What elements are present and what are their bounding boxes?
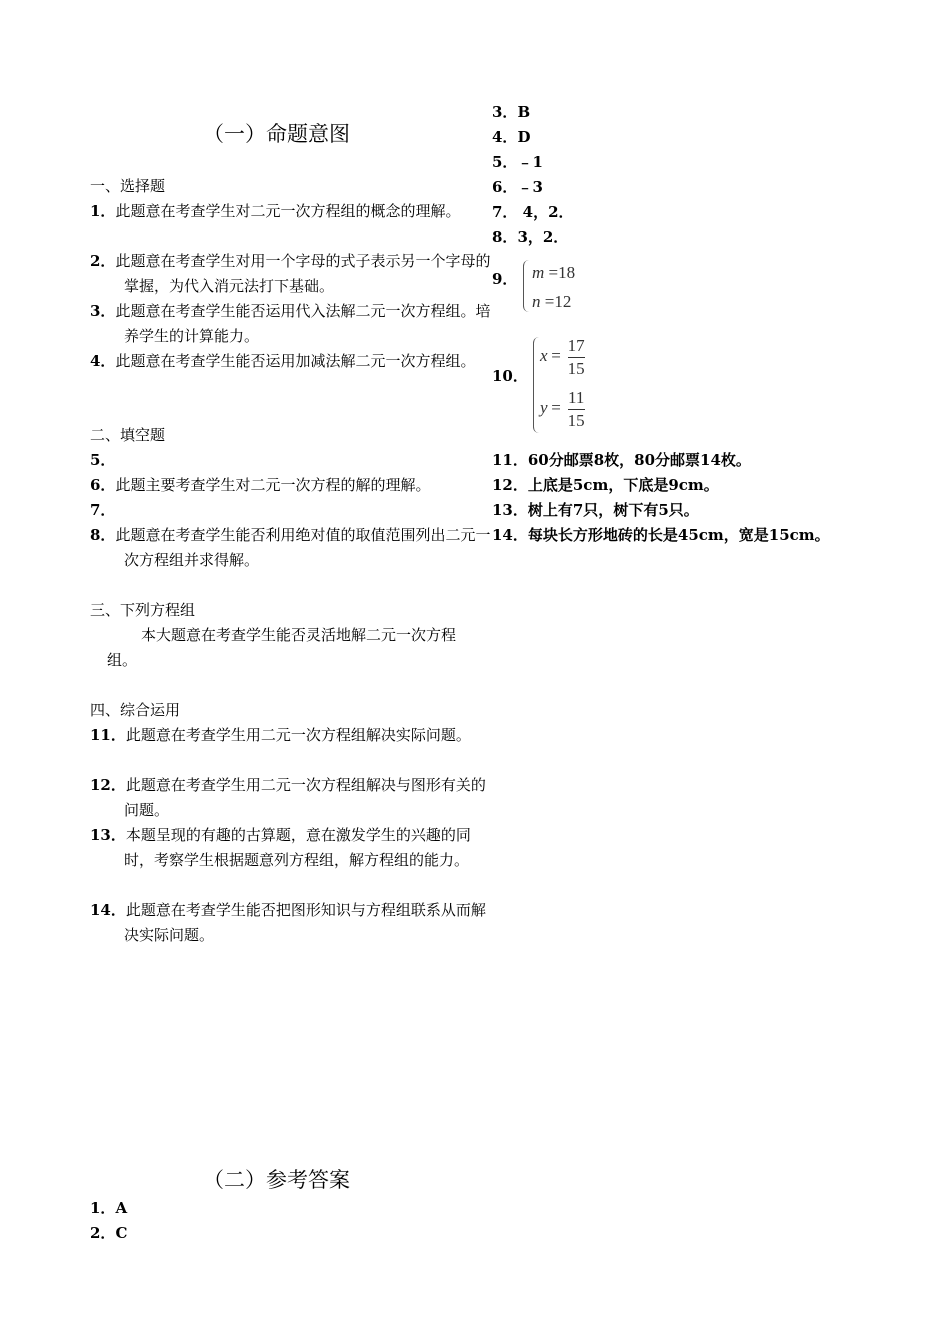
answer-9-number: 9． <box>492 270 518 288</box>
intent-item-14 <box>90 898 496 948</box>
equation-row <box>532 258 575 287</box>
part3-heading: 三、下列方程组 <box>90 601 196 619</box>
equation-system-10 <box>540 335 585 435</box>
section-title-intent: （一）命题意图 <box>203 122 350 146</box>
fraction <box>568 387 585 432</box>
item-text: 此题意在考查学生用二元一次方程组解决与图形有关的问题。 <box>124 776 486 819</box>
answer-number: 13． <box>492 501 528 519</box>
item-number: 1． <box>90 202 116 220</box>
answer-number: 5． <box>492 153 518 171</box>
intent-item-13 <box>90 823 496 873</box>
answer-number: 14． <box>492 526 528 544</box>
part2-heading: 二、填空题 <box>90 426 166 444</box>
item-text: 此题意在考查学生能否运用代入法解二元一次方程组。培养学生的计算能力。 <box>115 302 491 345</box>
answer-14 <box>492 523 830 548</box>
item-number: 14． <box>90 901 126 919</box>
item-text: 此题意在考查学生能否把图形知识与方程组联系从而解决实际问题。 <box>124 901 486 944</box>
answer-1 <box>90 1196 127 1221</box>
answer-text: 树上有7只，树下有5只。 <box>527 501 699 519</box>
answer-number: 4． <box>492 128 518 146</box>
answer-text: 4，2． <box>517 203 574 221</box>
answer-number: 12． <box>492 476 528 494</box>
item-text: 此题意在考查学生能否运用加减法解二元一次方程组。 <box>115 352 476 370</box>
answer-text: 上底是5cm，下底是9cm。 <box>527 476 719 494</box>
equals-sign: = <box>551 345 561 365</box>
item-number: 4． <box>90 352 116 370</box>
denominator: 15 <box>567 411 585 430</box>
item-number: 12． <box>90 776 126 794</box>
item-number: 13． <box>90 826 126 844</box>
item-number: 6． <box>90 476 116 494</box>
variable: m <box>532 263 545 282</box>
answer-10-number: 10． <box>492 367 528 385</box>
answer-13 <box>492 498 699 523</box>
item-text: 此题意在考查学生能否利用绝对值的取值范围列出二元一次方程组并求得解。 <box>115 526 491 569</box>
answer-7 <box>492 200 574 225</box>
equation-row <box>532 287 575 316</box>
intent-item-4 <box>90 349 496 374</box>
equals-sign: = <box>551 397 561 417</box>
equation-row <box>540 335 585 387</box>
numerator: 11 <box>568 387 585 410</box>
item-number: 3． <box>90 302 116 320</box>
intent-item-5 <box>90 448 115 473</box>
variable: n <box>532 292 541 311</box>
answer-5 <box>492 150 543 175</box>
answer-text: B <box>517 103 531 121</box>
equation-system-9 <box>532 258 575 316</box>
item-text: 此题主要考查学生对二元一次方程的解的理解。 <box>115 476 431 494</box>
answer-number: 7． <box>492 203 518 221</box>
section-title-answers: （二）参考答案 <box>203 1168 350 1192</box>
part3-paragraph: 本大题意在考查学生能否灵活地解二元一次方程组。 <box>107 626 457 669</box>
intent-item-2 <box>90 249 496 299</box>
equation-value: =12 <box>544 292 572 311</box>
item-number: 8． <box>90 526 116 544</box>
answer-text: C <box>115 1224 128 1242</box>
fraction <box>568 335 585 380</box>
intent-item-8 <box>90 523 496 573</box>
answer-number: 6． <box>492 178 518 196</box>
item-number: 5． <box>90 451 116 469</box>
answer-number: 2． <box>90 1224 116 1242</box>
item-text: 此题意在考查学生用二元一次方程组解决实际问题。 <box>125 726 471 744</box>
intent-item-12 <box>90 773 496 823</box>
item-number: 7． <box>90 501 116 519</box>
intent-item-1 <box>90 199 496 224</box>
answer-text: ﹣3 <box>517 178 543 196</box>
answer-text: 3，2． <box>517 228 569 246</box>
denominator: 15 <box>567 359 585 378</box>
answer-2 <box>90 1221 127 1246</box>
item-number: 11． <box>90 726 126 744</box>
answer-text: 每块长方形地砖的长是45cm，宽是15cm。 <box>527 526 830 544</box>
answer-3 <box>492 100 530 125</box>
item-text: 本题呈现的有趣的古算题，意在激发学生的兴趣的同时，考察学生根据题意列方程组，解方程组的能力。 <box>124 826 471 869</box>
item-number: 2． <box>90 252 116 270</box>
answer-text: 60分邮票8枚，80分邮票14枚。 <box>527 451 751 469</box>
variable: y <box>540 397 548 417</box>
answer-number: 1． <box>90 1199 116 1217</box>
answer-11 <box>492 448 751 473</box>
left-brace-9 <box>523 260 530 312</box>
part1-heading: 一、选择题 <box>90 177 166 195</box>
answer-4 <box>492 125 530 150</box>
answer-text: ﹣1 <box>517 153 543 171</box>
variable: x <box>540 345 548 365</box>
answer-6 <box>492 175 543 200</box>
answer-number: 3． <box>492 103 518 121</box>
numerator: 17 <box>568 335 585 358</box>
item-text: 此题意在考查学生对二元一次方程组的概念的理解。 <box>115 202 461 220</box>
intent-item-3 <box>90 299 496 349</box>
item-text: 此题意在考查学生对用一个字母的式子表示另一个字母的掌握，为代入消元法打下基础。 <box>115 252 491 295</box>
part4-heading: 四、综合运用 <box>90 701 181 719</box>
answer-text: A <box>115 1199 128 1217</box>
equation-value: =18 <box>548 263 576 282</box>
left-brace-10 <box>533 337 540 433</box>
intent-item-11 <box>90 723 496 748</box>
equation-row <box>540 387 585 435</box>
answer-8 <box>492 225 568 250</box>
intent-item-6 <box>90 473 430 498</box>
answer-12 <box>492 473 719 498</box>
intent-item-7 <box>90 498 115 523</box>
answer-number: 8． <box>492 228 518 246</box>
answer-number: 11． <box>492 451 528 469</box>
answer-text: D <box>517 128 531 146</box>
